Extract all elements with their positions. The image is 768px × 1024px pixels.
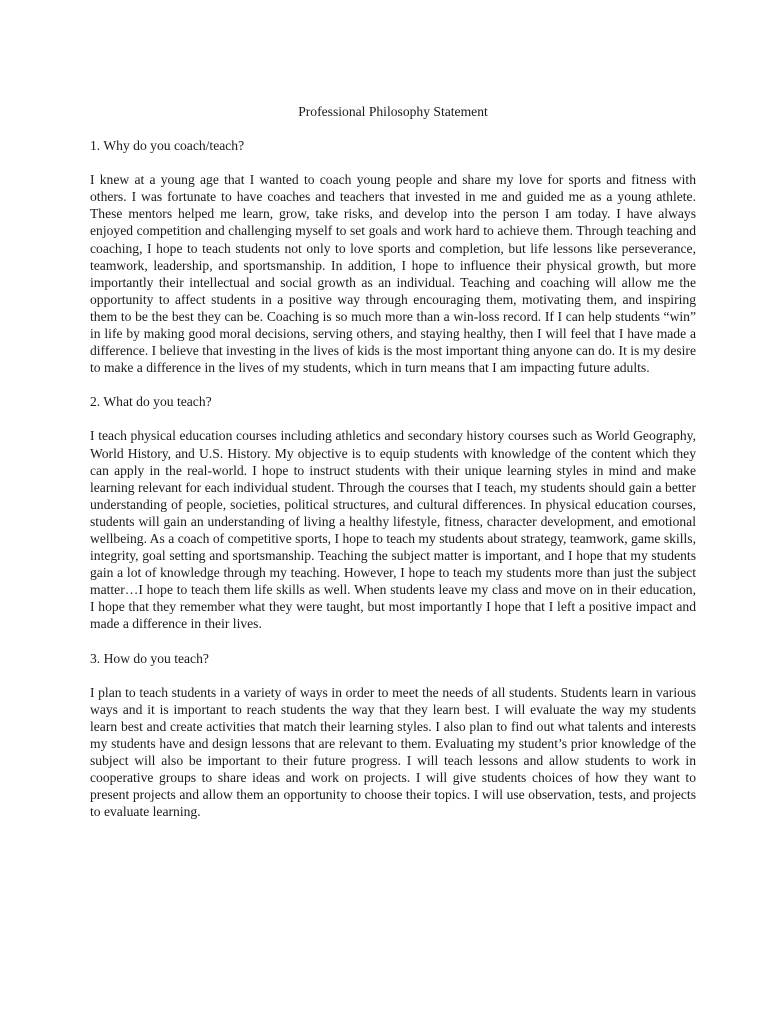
answer-paragraph: I teach physical education courses including athletics and secondary history courses such as World Geography, World History, and U.S. History. My objective is to equip students with knowledge of the content which they can apply in the real-world. I hope to instruct students with their unique learning styles in mind and make learning relevant for each individual student. Through the courses that I teach, my students should gain a better understanding of people, societies, political structures, and cultural differences. In physical education courses, students will gain an understanding of living a healthy lifestyle, fitness, character development, and emotional wellbeing. As a coach of competitive sports, I hope to teach my students about strategy, teamwork, game skills, integrity, goal setting and sportsmanship. Teaching the subject matter is important, and I hope that my students gain a lot of knowledge through my teaching. However, I hope to teach my students more than just the subject matter…I hope to teach them life skills as well. When students leave my class and move on in their education, I hope that they remember what they were taught, but most importantly I hope that I left a positive impact and made a difference in their lives.: [90, 428, 696, 632]
question-heading: 3. How do you teach?: [90, 650, 209, 666]
question-heading: 2. What do you teach?: [90, 394, 212, 410]
document-page: [90, 103, 696, 837]
section-how-teach: [90, 650, 696, 821]
section-why-coach: [90, 137, 696, 376]
question-heading: 1. Why do you coach/teach?: [90, 138, 245, 154]
document-title: Professional Philosophy Statement: [298, 104, 488, 119]
section-what-teach: [90, 393, 696, 632]
answer-paragraph: I knew at a young age that I wanted to coach young people and share my love for sports and fitness with others. I was fortunate to have coaches and teachers that invested in me and guided me as a young athlete. These mentors helped me learn, grow, take risks, and develop into the person I am today. I have always enjoyed competition and challenging myself to set goals and work hard to achieve them. Through teaching and coaching, I hope to teach students not only to love sports and completion, but life lessons like perseverance, teamwork, leadership, and sportsmanship. In addition, I hope to influence their physical growth, but more importantly their intellectual and social growth as an individual. Teaching and coaching will allow me the opportunity to affect students in a positive way through encouraging them, motivating them, and inspiring them to be the best they can be. Coaching is so much more than a win-loss record. If I can help students “win” in life by making good moral decisions, serving others, and staying healthy, then I will feel that I have made a difference. I believe that investing in the lives of kids is the most important thing anyone can do. It is my desire to make a difference in the lives of my students, which in turn means that I am impacting future adults.: [90, 172, 696, 376]
answer-paragraph: I plan to teach students in a variety of ways in order to meet the needs of all students. Students learn in various ways and it is important to reach students the way that they learn best. I will evaluate the way my students learn best and create activities that match their learning styles. I also plan to find out what talents and interests my students have and design lessons that are relevant to them. Evaluating my student’s prior knowledge of the subject will also be important to their future progress. I will teach lessons and allow students to work in cooperative groups to share ideas and work on projects. I will give students choices of how they want to present projects and allow them an opportunity to choose their topics. I will use observation, tests, and projects to evaluate learning.: [90, 684, 696, 820]
